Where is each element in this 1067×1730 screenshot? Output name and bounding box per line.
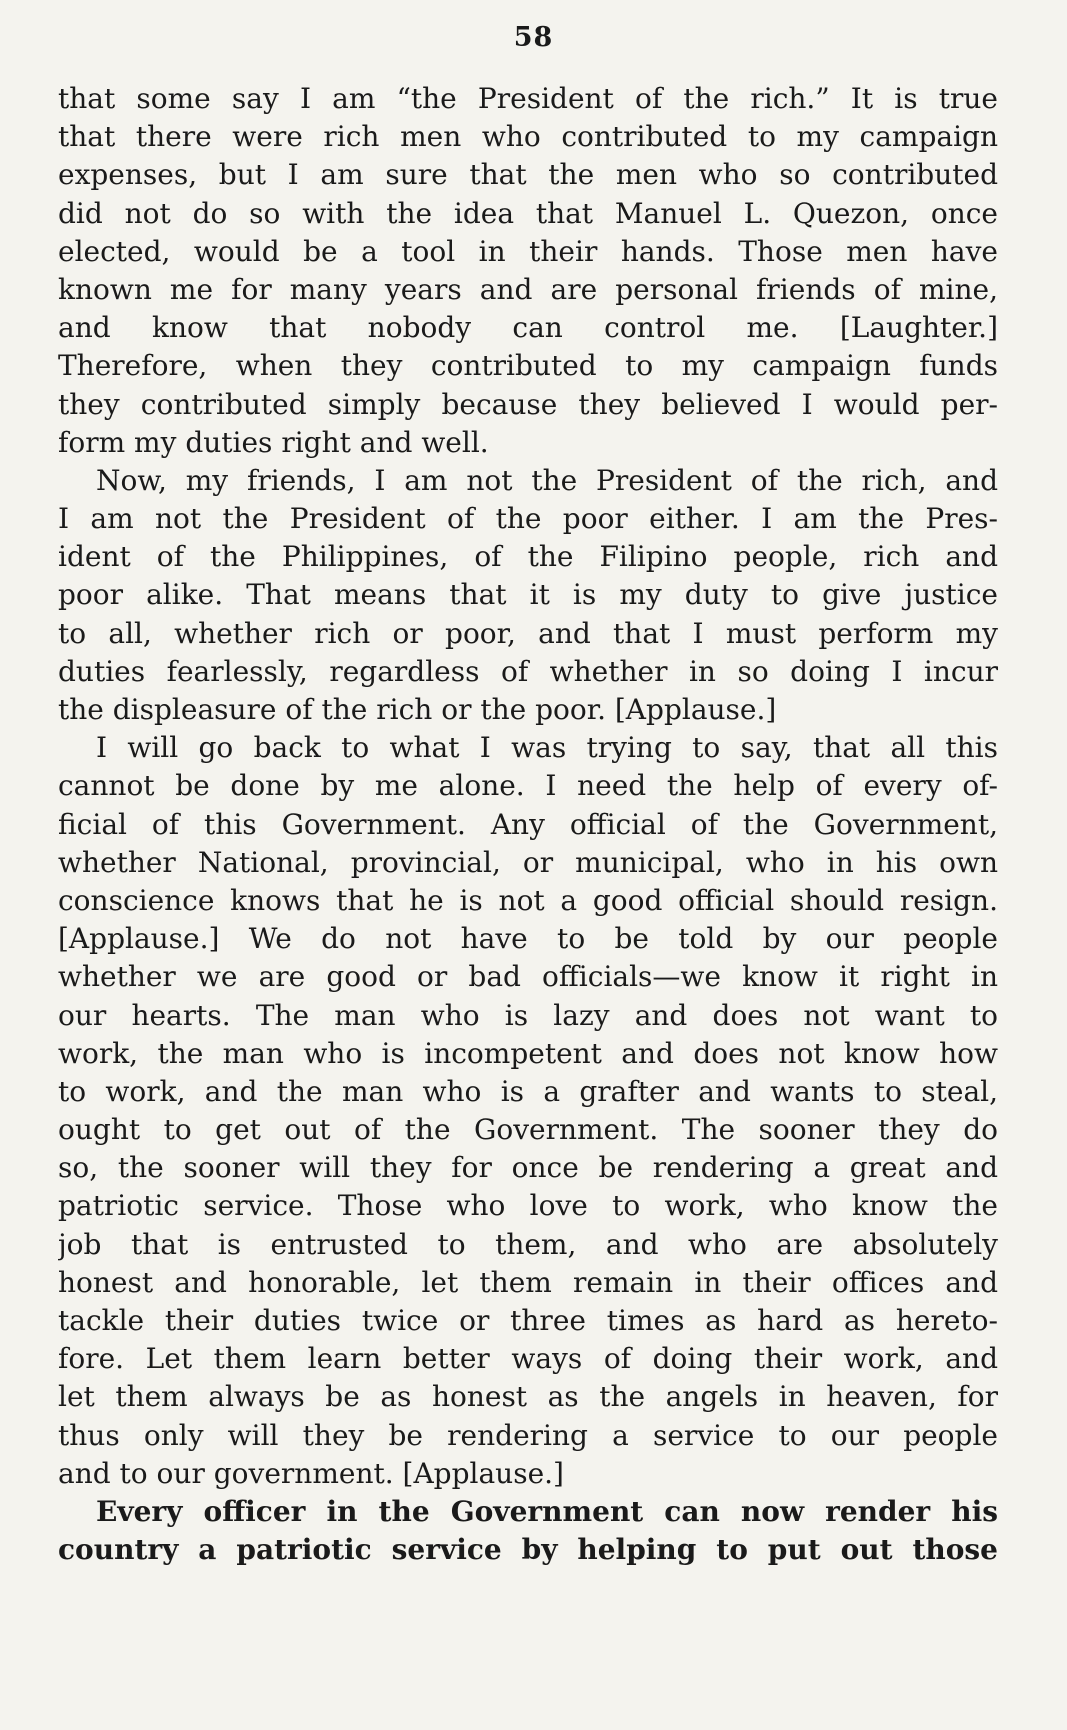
text-line: fore. Let them learn better ways of doing their work, and <box>58 1342 998 1376</box>
text-line: elected, would be a tool in their hands. Those men have <box>58 234 998 268</box>
text-line: cannot be done by me alone. I need the help of every of- <box>58 769 998 803</box>
text-line: conscience knows that he is not a good official should resign. <box>58 883 998 917</box>
text-line: tackle their duties twice or three times as hard as hereto- <box>58 1304 998 1337</box>
text-line: ident of the Philippines, of the Filipino people, rich and <box>58 540 998 574</box>
text-line: thus only will they be rendering a service to our people <box>58 1418 998 1452</box>
text-line: they contributed simply because they believed I would per- <box>58 387 998 421</box>
text-line: and know that nobody can control me. [Laughter.] <box>58 311 998 345</box>
text-line: I am not the President of the poor either. I am the Pres- <box>58 502 998 536</box>
page-number: 58 <box>513 22 554 53</box>
text-line: Every officer in the Government can now render his <box>96 1494 998 1528</box>
text-line: whether National, provincial, or municipal, who in his own <box>58 845 998 879</box>
text-line: let them always be as honest as the angels in heaven, for <box>58 1380 998 1414</box>
text-line: honest and honorable, let them remain in their offices and <box>58 1265 998 1299</box>
text-line: Therefore, when they contributed to my campaign funds <box>58 349 998 383</box>
text-line: [Applause.] We do not have to be told by our people <box>58 922 998 956</box>
text-line: poor alike. That means that it is my duty to give justice <box>58 578 998 612</box>
text-line: the displeasure of the rich or the poor. [Applause.] <box>58 693 777 726</box>
text-line: expenses, but I am sure that the men who so contributed <box>58 158 998 192</box>
text-line: to work, and the man who is a grafter and wants to steal, <box>58 1074 998 1108</box>
text-line: duties fearlessly, regardless of whether in so doing I incur <box>58 654 998 688</box>
body-text <box>58 80 998 1569</box>
text-line: country a patriotic service by helping to put out those <box>58 1533 998 1567</box>
text-line: did not do so with the idea that Manuel L. Quezon, once <box>58 196 998 230</box>
text-line: our hearts. The man who is lazy and does not want to <box>58 998 998 1032</box>
text-line: I will go back to what I was trying to say, that all this <box>96 731 998 765</box>
text-line: that some say I am “the President of the rich.” It is true <box>58 82 998 115</box>
text-line: known me for many years and are personal friends of mine, <box>58 272 998 306</box>
text-line: work, the man who is incompetent and does not know how <box>58 1036 998 1070</box>
text-line: patriotic service. Those who love to work, who know the <box>58 1189 998 1223</box>
text-line: form my duties right and well. <box>58 425 489 459</box>
text-line: that there were rich men who contributed to my campaign <box>58 120 998 154</box>
text-line: to all, whether rich or poor, and that I must perform my <box>58 616 998 650</box>
text-line: ought to get out of the Government. The sooner they do <box>58 1113 998 1147</box>
text-line: whether we are good or bad officials—we know it right in <box>58 960 998 994</box>
text-line: job that is entrusted to them, and who are absolutely <box>58 1227 998 1261</box>
text-line: so, the sooner will they for once be rendering a great and <box>58 1151 998 1185</box>
text-line: and to our government. [Applause.] <box>58 1456 564 1490</box>
text-line: Now, my friends, I am not the President of the rich, and <box>96 463 998 497</box>
text-line: ficial of this Government. Any official of the Government, <box>58 807 998 841</box>
